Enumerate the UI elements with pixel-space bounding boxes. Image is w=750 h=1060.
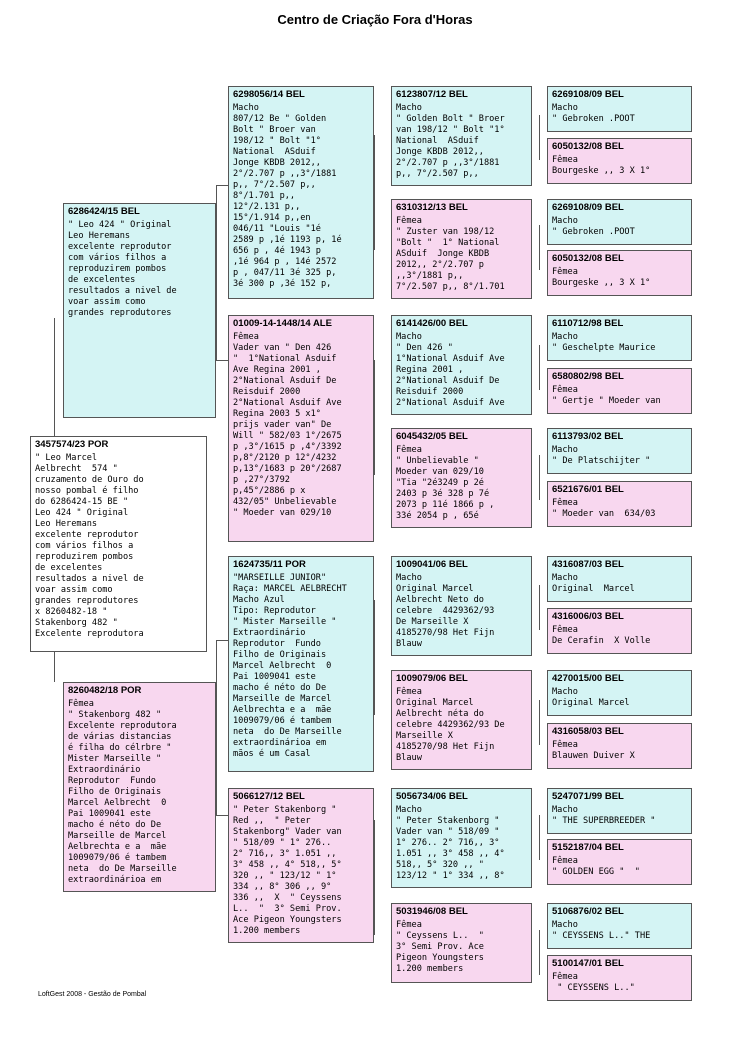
gen5-card[interactable] [547,955,692,1001]
pigeon-description: Fêmea Bourgeske ,, 3 X 1° [552,155,651,176]
connector-line [539,225,540,270]
great-grandparent-card[interactable] [391,428,532,528]
pigeon-description: Macho " Geschelpte Maurice [552,332,656,353]
great-grandparent-card[interactable] [391,86,532,186]
footer-credit: LoftGest 2008 - Gestão de Pombal [38,991,147,998]
ring-number: 6141426/00 BEL [396,318,468,329]
connector-line [54,652,55,682]
connector-line [539,700,540,745]
connector-line [539,455,540,500]
ring-number: 3457574/23 POR [35,439,109,450]
pigeon-description: " Peter Stakenborg " Red ,, " Peter Stakenborg" Vader van " 518/09 " 1° 276.. 2° 716,, 3° 1.051 ,, 3° 458 ,, 4° 518,, 5° 320 ,, " 123/12 " 1° 334 ,, 8° 306 ,, 9° 336 ,, X " Ceyssens L.. " 3° Semi Prov. Ace Pigeon Youngsters 1.200 members [233,805,342,936]
ring-number: 6580802/98 BEL [552,371,624,382]
connector-line [216,815,228,816]
gen5-card[interactable] [547,670,692,716]
grandparent-card[interactable] [228,86,374,299]
pigeon-description: Fêmea Bourgeske ,, 3 X 1° [552,267,651,288]
gen5-card[interactable] [547,723,692,769]
connector-line [216,185,228,186]
ring-number: 6123807/12 BEL [396,89,468,100]
gen5-card[interactable] [547,608,692,654]
subject-card[interactable] [30,436,207,652]
ring-number: 6269108/09 BEL [552,202,624,213]
ring-number: 6050132/08 BEL [552,141,624,152]
pigeon-description: Fêmea Vader van " Den 426 " 1°National Asduif Ave Regina 2001 , 2°National Asduif De Reisduif 2000 2°National Asduif Ave Regina 2003 5 x1° prijs vader van" De Will " 582/03 1°/2675 p ,3°/1615 p ,4°/3392 p,8°/2120 p 12°/4232 p,13°/1683 p 20°/2687 p ,27°/3792 p,45°/2886 p x 432/05" Unbelievable " Moeder van 029/10 [233,332,342,518]
ring-number: 1624735/11 POR [233,559,306,570]
great-grandparent-card[interactable] [391,670,532,770]
ring-number: 1009079/06 BEL [396,673,468,684]
connector-line [374,600,375,715]
great-grandparent-card[interactable] [391,315,532,415]
pigeon-description: Macho " Den 426 " 1°National Asduif Ave Regina 2001 , 2°National Asduif De Reisduif 2000 2°National Asduif Ave [396,332,505,408]
sire-card[interactable] [63,203,216,418]
ring-number: 5031946/08 BEL [396,906,468,917]
ring-number: 1009041/06 BEL [396,559,468,570]
gen5-card[interactable] [547,556,692,602]
pigeon-description: Macho " Gebroken .POOT [552,103,635,124]
great-grandparent-card[interactable] [391,788,532,888]
pigeon-description: Macho Original Marcel [552,687,630,708]
connector-line [216,640,217,815]
pigeon-description: Fêmea " Stakenborg 482 " Excelente reprodutora de várias distancias é filha do célrbre " Mister Marseille " Extraordinário Reprodutor Fundo Filho de Originais Marcel Aelbrecht 0 Pai 1009041 este macho é néto do De Marseille de Marcel Aelbrechta e a mãe 1009079/06 é tambem neta do De Marseille extraordinárioa em [68,699,177,885]
pigeon-description: Macho " CEYSSENS L.." THE [552,920,651,941]
pigeon-description: Fêmea " Gertje " Moeder van [552,385,661,406]
pigeon-description: Fêmea " Zuster van 198/12 "Bolt " 1° National ASduif Jonge KBDB 2012,, 2°/2.707 p ,,3°/1881 p,, 7°/2.507 p,, 8°/1.701 [396,216,505,292]
ring-number: 6298056/14 BEL [233,89,305,100]
pigeon-description: Fêmea " GOLDEN EGG " " [552,856,640,877]
pigeon-description: Fêmea Original Marcel Aelbrecht néta do celebre 4429362/93 De Marseille X 4185270/98 Het Fijn Blauw [396,687,505,763]
gen5-card[interactable] [547,903,692,949]
connector-line [216,360,228,361]
ring-number: 4316058/03 BEL [552,726,624,737]
ring-number: 6050132/08 BEL [552,253,624,264]
gen5-card[interactable] [547,368,692,414]
page-title: Centro de Criação Fora d'Horas [277,12,473,27]
ring-number: 6110712/98 BEL [552,318,624,329]
pigeon-description: Macho Original Marcel [552,573,635,594]
connector-line [539,815,540,860]
ring-number: 6045432/05 BEL [396,431,468,442]
connector-line [54,318,55,436]
connector-line [216,640,228,641]
grandparent-card[interactable] [228,556,374,772]
gen5-card[interactable] [547,199,692,245]
ring-number: 6269108/09 BEL [552,89,624,100]
great-grandparent-card[interactable] [391,903,532,983]
grandparent-card[interactable] [228,315,374,542]
ring-number: 5106876/02 BEL [552,906,624,917]
connector-line [216,185,217,360]
ring-number: 4316087/03 BEL [552,559,624,570]
ring-number: 5152187/04 BEL [552,842,624,853]
ring-number: 01009-14-1448/14 ALE [233,318,332,329]
ring-number: 5247071/99 BEL [552,791,624,802]
pigeon-description: Fêmea " Moeder van 634/03 [552,498,656,519]
connector-line [539,345,540,390]
ring-number: 4316006/03 BEL [552,611,624,622]
ring-number: 5066127/12 BEL [233,791,305,802]
ring-number: 5056734/06 BEL [396,791,468,802]
grandparent-card[interactable] [228,788,374,943]
ring-number: 4270015/00 BEL [552,673,624,684]
pigeon-description: Macho Original Marcel Aelbrecht Neto do celebre 4429362/93 De Marseille X 4185270/98 Het Fijn Blauw [396,573,495,649]
pigeon-description: Fêmea " CEYSSENS L.." [552,972,635,993]
pigeon-description: Macho " Gebroken .POOT [552,216,635,237]
pigeon-description: Fêmea " Unbelievable " Moeder van 029/10 "Tia "2é3249 p 2é 2403 p 3é 328 p 7é 2073 p 11é 1866 p , 33é 2054 p , 65é [396,445,495,521]
great-grandparent-card[interactable] [391,556,532,656]
ring-number: 6113793/02 BEL [552,431,624,442]
gen5-card[interactable] [547,250,692,296]
pigeon-description: " Leo 424 " Original Leo Heremans excelente reprodutor com vários filhos a reproduzirem pombos de excelentes resultados a nivel de voar assim como grandes reprodutores [68,220,177,318]
connector-line [374,360,375,475]
gen5-card[interactable] [547,428,692,474]
pigeon-description: Macho " Peter Stakenborg " Vader van " 518/09 " 1° 276.. 2° 716,, 3° 1.051 ,, 3° 458 ,, 4° 518,, 5° 320 ,, " 123/12 " 1° 334 ,, 8° [396,805,505,881]
ring-number: 8260482/18 POR [68,685,142,696]
pigeon-description: Macho " De Platschijter " [552,445,651,466]
pigeon-description: Fêmea De Cerafin X Volle [552,625,651,646]
connector-line [539,585,540,630]
pigeon-description: Macho " THE SUPERBREEDER " [552,805,656,826]
ring-number: 6286424/15 BEL [68,206,140,217]
connector-line [539,930,540,975]
gen5-card[interactable] [547,315,692,361]
gen5-card[interactable] [547,481,692,527]
gen5-card[interactable] [547,138,692,184]
gen5-card[interactable] [547,788,692,834]
gen5-card[interactable] [547,839,692,885]
gen5-card[interactable] [547,86,692,132]
pigeon-description: Fêmea Blauwen Duiver X [552,740,635,761]
ring-number: 6310312/13 BEL [396,202,468,213]
pigeon-description: "MARSEILLE JUNIOR" Raça: MARCEL AELBRECHT Macho Azul Tipo: Reprodutor " Mister Marseille " Extraordinário Reprodutor Fundo Filho de Originais Marcel Aelbrecht 0 Pai 1009041 este macho é néto do De Marseille de Marcel Aelbrechta e a mãe 1009079/06 é tambem neta do De Marseille extraordinárioa em mãos é um Casal [233,573,347,759]
connector-line [539,115,540,160]
pigeon-description: Macho " Golden Bolt " Broer van 198/12 " Bolt "1° National ASduif Jonge KBDB 2012,, 2°/2.707 p ,,3°/1881 p,, 7°/2.507 p,, [396,103,505,179]
ring-number: 6521676/01 BEL [552,484,624,495]
great-grandparent-card[interactable] [391,199,532,299]
pigeon-description: Macho 807/12 Be " Golden Bolt " Broer van 198/12 " Bolt "1° National ASduif Jonge KBDB 2012,, 2°/2.707 p ,,3°/1881 p,, 7°/2.507 p,, 8°/1.701 p,, 12°/2.131 p,, 15°/1.914 p,,en 046/11 "Louis "1é 2589 p ,1é 1193 p, 1é 656 p , 4é 1943 p ,1é 964 p , 14é 2572 p , 047/11 3é 325 p, 3é 300 p ,3é 152 p, [233,103,342,289]
connector-line [374,135,375,250]
ring-number: 5100147/01 BEL [552,958,624,969]
pigeon-description: " Leo Marcel Aelbrecht 574 " cruzamento de Ouro do nosso pombal é filho do 6286424-15 BE " Leo 424 " Original Leo Heremans excelente reprodutor com vários filhos a reproduzirem pombos de excelentes resultados a nivel de voar assim como grandes reprodutores x 8260482-18 " Stakenborg 482 " Excelente reprodutora [35,453,144,639]
pigeon-description: Fêmea " Ceyssens L.. " 3° Semi Prov. Ace Pigeon Youngsters 1.200 members [396,920,484,974]
connector-line [374,820,375,935]
dam-card[interactable] [63,682,216,892]
